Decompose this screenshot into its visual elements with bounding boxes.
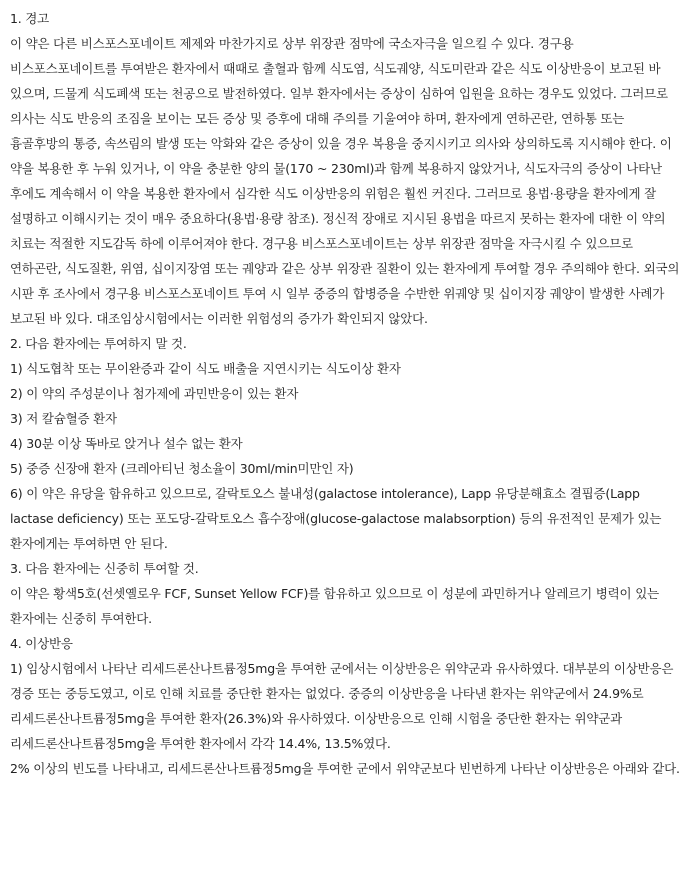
contraindication-item: 1) 식도협착 또는 무이완증과 같이 식도 배출을 지연시키는 식도이상 환자 <box>10 361 401 376</box>
section-heading-contraindications: 2. 다음 환자에는 투여하지 말 것. <box>10 336 187 351</box>
adverse-reactions-paragraph: 2% 이상의 빈도를 나타내고, 리세드론산나트륨정5mg을 투여한 군에서 위약군보다 빈번하게 나타난 이상반응은 아래와 같다. <box>10 761 680 776</box>
contraindication-item: 4) 30분 이상 똑바로 앉거나 설수 없는 환자 <box>10 436 243 451</box>
section-heading-warning: 1. 경고 <box>10 11 50 26</box>
contraindication-item: 3) 저 칼슘혈증 환자 <box>10 411 117 426</box>
section-heading-adverse-reactions: 4. 이상반응 <box>10 636 73 651</box>
caution-paragraph: 이 약은 황색5호(선셋옐로우 FCF, Sunset Yellow FCF)를 함유하고 있으므로 이 성분에 과민하거나 알레르기 병력이 있는 환자에는 신중히 투여한다. <box>10 586 659 626</box>
adverse-reactions-paragraph: 1) 임상시험에서 나타난 리세드론산나트륨정5mg을 투여한 군에서는 이상반응은 위약군과 유사하였다. 대부분의 이상반응은 경증 또는 중등도였고, 이로 인해 치료를 중단한 환자는 없었다. 중증의 이상반응을 나타낸 환자는 위약군에서 24.9%로 리세드론산나트륨정5mg을 투여한 환자(26.3%)와 유사하였다. 이상반응으로 인해 시험을 중단한 환자는 위약군과 리세드론산나트륨정5mg을 투여한 환자에서 각각 14.4%, 13.5%였다. <box>10 661 674 751</box>
contraindication-item: 5) 중증 신장애 환자 (크레아티닌 청소율이 30ml/min미만인 자) <box>10 461 354 476</box>
section-heading-caution: 3. 다음 환자에는 신중히 투여할 것. <box>10 561 199 576</box>
contraindication-item: 6) 이 약은 유당을 함유하고 있으므로, 갈락토오스 불내성(galactose intolerance), Lapp 유당분해효소 결핍증(Lapp lactase deficiency) 또는 포도당-갈락토오스 흡수장애(glucose-galactose malabsorption) 등의 유전적인 문제가 있는 환자에게는 투여하면 안 된다. <box>10 486 662 551</box>
contraindication-item: 2) 이 약의 주성분이나 첨가제에 과민반응이 있는 환자 <box>10 386 299 401</box>
warning-paragraph: 이 약은 다른 비스포스포네이트 제제와 마찬가지로 상부 위장관 점막에 국소자극을 일으킬 수 있다. 경구용 비스포스포네이트를 투여받은 환자에서 때때로 출혈과 함께 식도염, 식도궤양, 식도미란과 같은 식도 이상반응이 보고된 바 있으며, 드물게 식도폐색 또는 천공으로 발전하였다. 일부 환자에서는 증상이 심하여 입원을 요하는 경우도 있었다. 그러므로 의사는 식도 반응의 조짐을 보이는 모든 증상 및 증후에 대해 주의를 기울여야 하며, 환자에게 연하곤란, 연하통 또는 흉골후방의 통증, 속쓰림의 발생 또는 악화와 같은 증상이 있을 경우 복용을 중지시키고 의사와 상의하도록 지시해야 한다. 이 약을 복용한 후 누워 있거나, 이 약을 충분한 양의 물(170 ~ 230ml)과 함께 복용하지 않았거나, 식도자극의 증상이 나타난 후에도 계속해서 이 약을 복용한 환자에서 심각한 식도 이상반응의 위험은 훨씬 커진다. 그러므로 용법·용량을 환자에게 잘 설명하고 이해시키는 것이 매우 중요하다(용법·용량 참조). 정신적 장애로 지시된 용법을 따르지 못하는 환자에 대한 이 약의 치료는 적절한 지도감독 하에 이루어져야 한다. 경구용 비스포스포네이트는 상부 위장관 점막을 자극시킬 수 있으므로 연하곤란, 식도질환, 위염, 십이지장염 또는 궤양과 같은 상부 위장관 질환이 있는 환자에게 투여할 경우 주의해야 한다. 외국의 시판 후 조사에서 경구용 비스포스포네이트 투여 시 일부 중증의 합병증을 수반한 위궤양 및 십이지장 궤양이 발생한 사례가 보고된 바 있다. 대조임상시험에서는 이러한 위험성의 증가가 확인되지 않았다. <box>10 36 680 326</box>
